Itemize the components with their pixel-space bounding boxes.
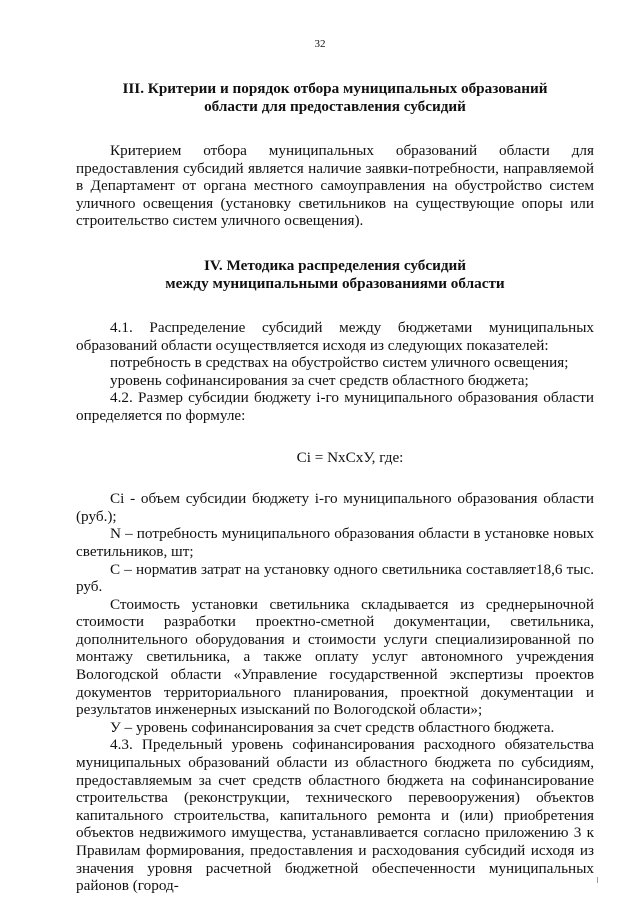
definition-n: N – потребность муниципального образования области в установке новых светильников, шт; [76, 525, 594, 560]
section-3-paragraph: Критерием отбора муниципальных образований области для предоставления субсидий является наличие заявки-потребности, направляемой в Департамент от органа местного самоуправления на обустройство систем уличного освещения (установку светильников на существующие опоры или строительство систем уличного освещения). [76, 142, 594, 230]
section-4-title-line-2: между муниципальными образованиями области [165, 274, 505, 292]
page-number: 32 [314, 38, 326, 50]
subsidy-formula: Ci = NxCxУ, где: [296, 448, 404, 466]
cost-composition-paragraph: Стоимость установки светильника складывается из среднерыночной стоимости разработки проектно-сметной документации, светильника, дополнительного оборудования и стоимости услуги специализированной по монтажу светильника, а также оплату услуг автономного учреждения Вологодской области «Управление государственной экспертизы проектов документов территориального планирования, проектной документации и результатов инженерных изысканий по Вологодской области»; [76, 595, 594, 719]
definition-c: С – норматив затрат на установку одного светильника составляет18,6 тыс. руб. [76, 560, 594, 596]
indicator-item-2: уровень софинансирования за счет средств областного бюджета; [110, 371, 529, 389]
definition-ci: Ci - объем субсидии бюджету i-го муниципального образования области (руб.); [76, 490, 594, 525]
section-3-heading [76, 80, 594, 116]
document-body [76, 80, 594, 895]
paragraph-4-1: 4.1. Распределение субсидий между бюджетами муниципальных образований области осуществляется исходя из следующих показателей: [76, 318, 594, 354]
scan-edge-mark [597, 877, 598, 883]
paragraph-4-3: 4.3. Предельный уровень софинансирования расходного обязательства муниципальных образований области из областного бюджета по субсидиям, предоставляемым за счет средств областного бюджета на софинансирование строительства (реконструкции, технического перевооружения) объектов капитального строительства, капитального ремонта и (или) приобретения объектов недвижимого имущества, устанавливается согласно приложению 3 к Правилам формирования, предоставления и расходования субсидий исходя из значения уровня расчетной бюджетной обеспеченности муниципальных районов (город- [76, 736, 594, 895]
section-4-heading [76, 257, 594, 293]
section-3-title-line-2: области для предоставления субсидий [204, 98, 466, 115]
paragraph-4-2: 4.2. Размер субсидии бюджету i-го муниципального образования области определяется по формуле: [76, 389, 594, 424]
indicator-item-1: потребность в средствах на обустройство систем уличного освещения; [110, 354, 569, 372]
definition-u: У – уровень софинансирования за счет средств областного бюджета. [110, 718, 555, 736]
section-3-title-line-1: III. Критерии и порядок отбора муниципальных образований [122, 80, 548, 97]
section-4-title-line-1: IV. Методика распределения субсидий [203, 256, 467, 274]
